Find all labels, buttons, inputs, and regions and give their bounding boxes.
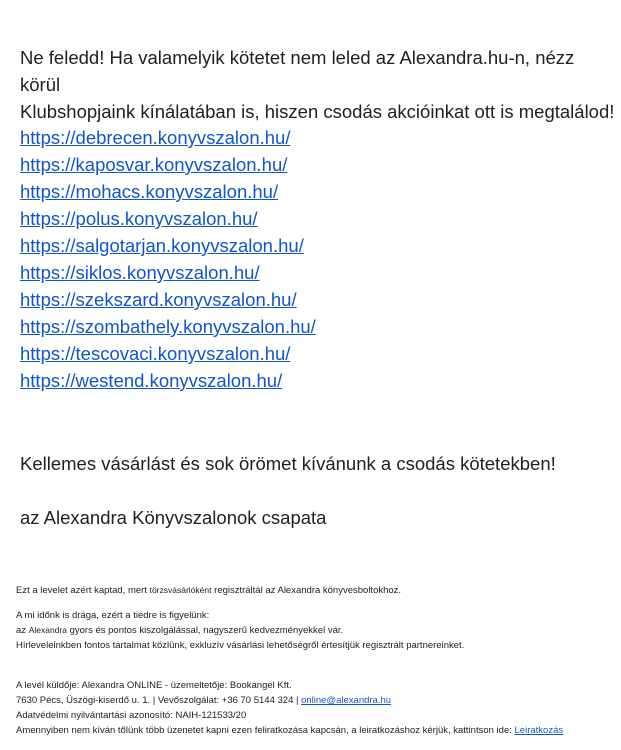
footer-email-link[interactable]: online@alexandra.hu xyxy=(301,695,392,706)
link-polus[interactable]: https://polus.konyvszalon.hu/ xyxy=(20,208,258,229)
footer-reason-text-end: regisztráltál az Alexandra könyvesboltokhoz. xyxy=(211,585,402,596)
link-salgotarjan[interactable]: https://salgotarjan.konyvszalon.hu/ xyxy=(20,235,304,256)
link-debrecen[interactable]: https://debrecen.konyvszalon.hu/ xyxy=(20,127,291,148)
footer-address-line xyxy=(16,693,616,708)
footer-unsubscribe-line xyxy=(16,723,616,738)
email-signature: az Alexandra Könyvszalonok csapata xyxy=(20,507,327,528)
intro-paragraph xyxy=(20,44,615,125)
list-item xyxy=(20,205,610,232)
footer-sender-line: A levél küldője: Alexandra ONLINE - üzemeltetője: Bookangel Kft. xyxy=(16,680,292,691)
link-szombathely[interactable]: https://szombathely.konyvszalon.hu/ xyxy=(20,316,316,337)
intro-line-2: Klubshopjaink kínálatában is, hiszen csodás akcióinkat ott is megtalálod! xyxy=(20,101,615,122)
list-item xyxy=(20,124,610,151)
footer-unsubscribe-text: Amennyiben nem kíván tőlünk több üzenetet kapni ezen feliratkozása kapcsán, a leiratkozáshoz kérjük, kattintson ide: xyxy=(16,725,515,736)
klubshop-link-list xyxy=(20,124,610,394)
footer-service-brand: Alexandra xyxy=(28,625,67,635)
email-footer xyxy=(16,583,616,738)
list-item xyxy=(20,313,610,340)
link-siklos[interactable]: https://siklos.konyvszalon.hu/ xyxy=(20,262,260,283)
footer-service-text: az xyxy=(16,625,29,636)
footer-service-line xyxy=(16,623,616,638)
list-item xyxy=(20,367,610,394)
closing-greeting: Kellemes vásárlást és sok örömet kívánunk a csodás kötetekben! xyxy=(20,453,556,474)
intro-line-1: Ne feledd! Ha valamelyik kötetet nem leled az Alexandra.hu-n, nézz körül xyxy=(20,47,575,95)
list-item xyxy=(20,259,610,286)
list-item xyxy=(20,286,610,313)
footer-time-line: A mi időnk is drága, ezért a tiédre is figyelünk: xyxy=(16,610,210,621)
spacer xyxy=(16,653,616,678)
link-tescovaci[interactable]: https://tescovaci.konyvszalon.hu/ xyxy=(20,343,291,364)
list-item xyxy=(20,178,610,205)
list-item xyxy=(20,340,610,367)
link-kaposvar[interactable]: https://kaposvar.konyvszalon.hu/ xyxy=(20,154,288,175)
footer-address-text: 7630 Pécs, Üszögi-kiserdő u. 1. | Vevőszolgálat: +36 70 5144 324 | xyxy=(16,695,302,706)
list-item xyxy=(20,232,610,259)
link-westend[interactable]: https://westend.konyvszalon.hu/ xyxy=(20,370,283,391)
footer-newsletter-line: Hírleveleinkben fontos tartalmat közlünk, exkluzív vásárlási lehetőségről értesítjük regisztrált partnereinket. xyxy=(16,640,465,651)
link-szekszard[interactable]: https://szekszard.konyvszalon.hu/ xyxy=(20,289,297,310)
link-mohacs[interactable]: https://mohacs.konyvszalon.hu/ xyxy=(20,181,279,202)
spacer xyxy=(16,598,616,608)
footer-reason xyxy=(16,583,616,598)
footer-service-text-end: gyors és pontos kiszolgálással, nagyszerű kedvezményekkel vár. xyxy=(66,625,344,636)
footer-reason-emphasis: törzsvásárlóként xyxy=(149,585,212,595)
unsubscribe-link[interactable]: Leiratkozás xyxy=(514,725,564,736)
footer-reason-text: Ezt a levelet azért kaptad, mert xyxy=(16,585,150,596)
list-item xyxy=(20,151,610,178)
footer-privacy-line: Adatvédelmi nyilvántartási azonosító: NAIH-121533/20 xyxy=(16,710,247,721)
